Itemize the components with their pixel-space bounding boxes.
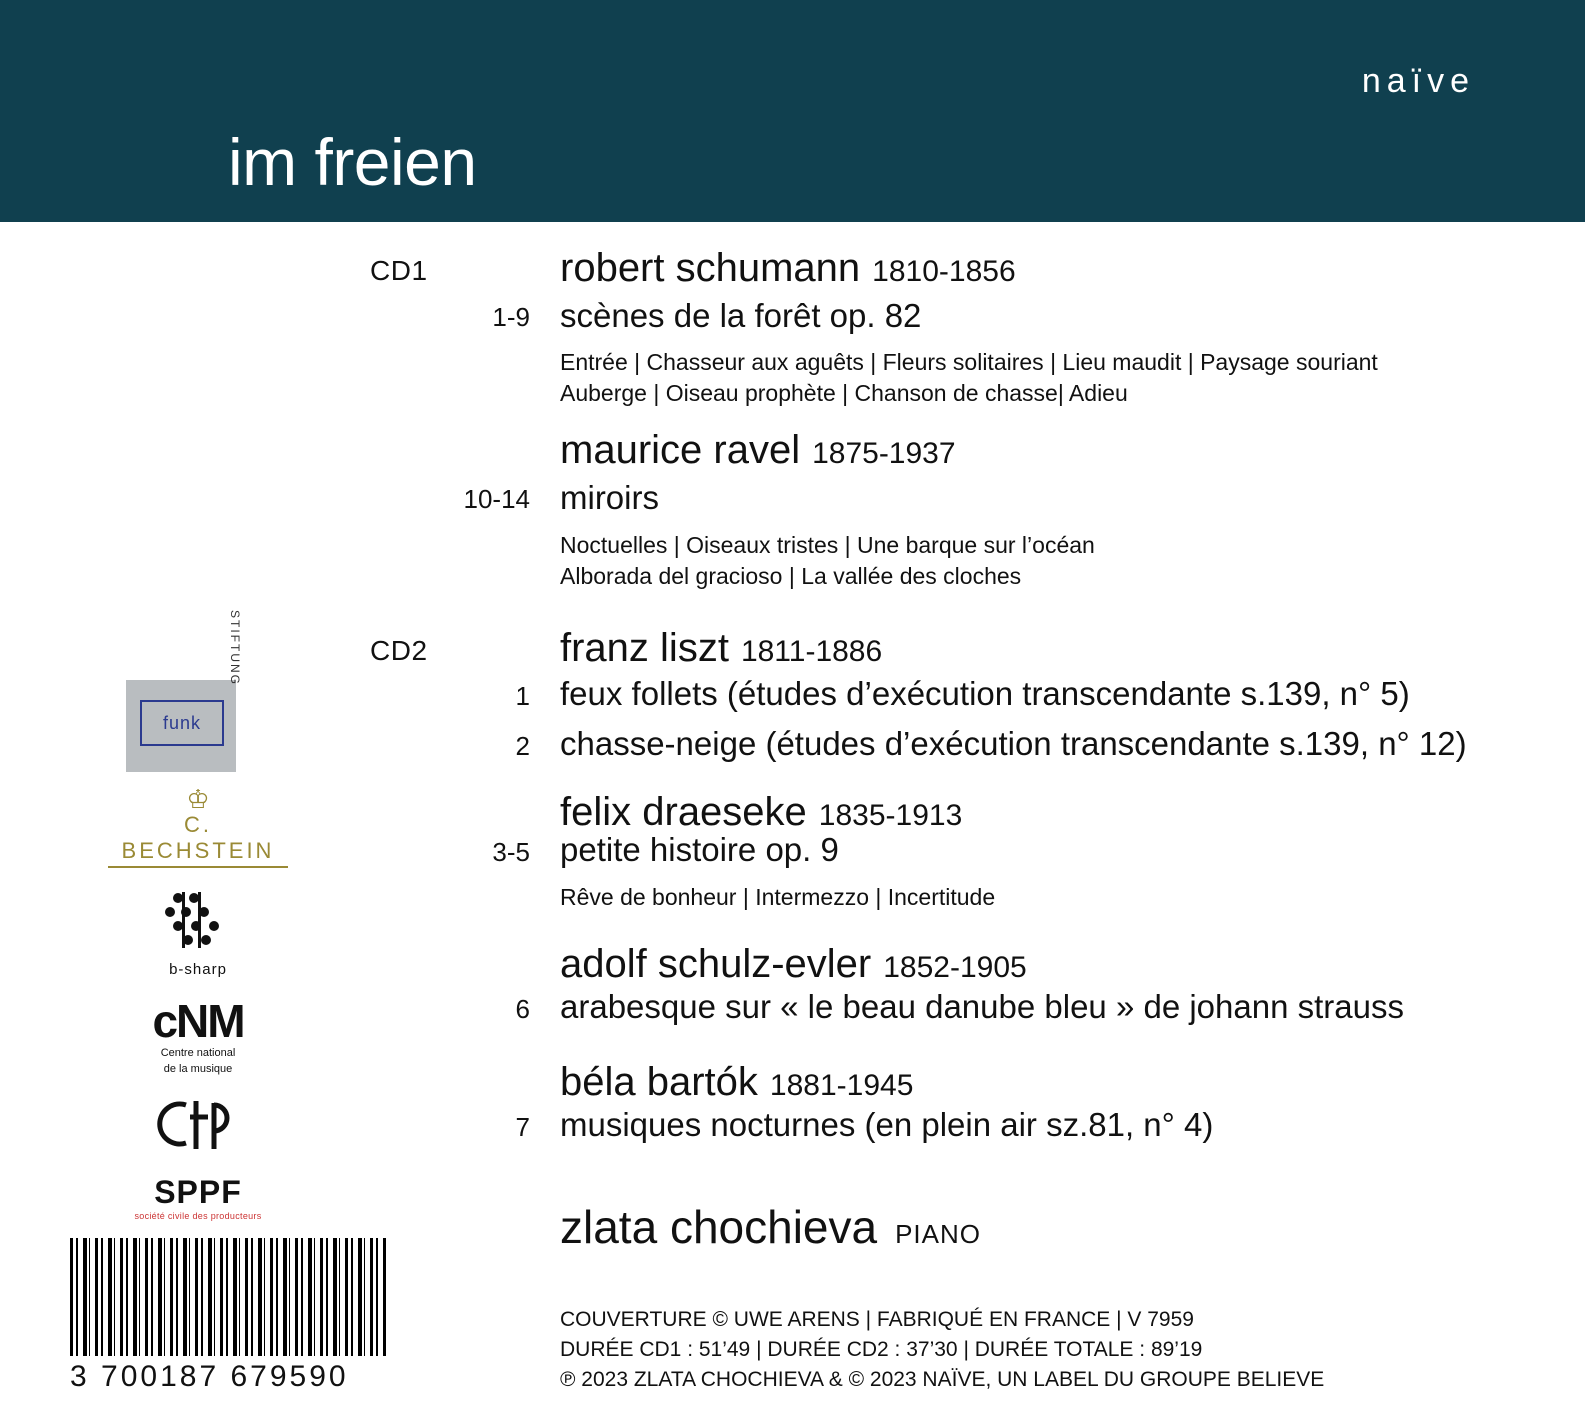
work-title: musiques nocturnes (en plein air sz.81, n° 4) [560,1106,1214,1143]
composer-bartok [560,1060,913,1105]
composer-name: robert schumann [560,246,861,290]
performer-name: zlata chochieva [560,1201,878,1253]
work-title: arabesque sur « le beau danube bleu » de johann strauss [560,988,1404,1025]
composer-dates: 1881-1945 [769,1069,914,1102]
credits-line-durations: DURÉE CD1 : 51’49 | DURÉE CD2 : 37’30 | DURÉE TOTALE : 89’19 [560,1337,1203,1361]
sponsor-logo-column [108,610,288,1222]
crown-icon: ♔ [186,784,210,814]
naive-label-logo: naïve [1361,62,1475,100]
composer-ravel [560,428,956,473]
cnm-logo [108,995,288,1075]
track-numbers: 3-5 [492,837,530,867]
bechstein-logo-text: C. BECHSTEIN [108,812,288,868]
track-numbers: 1-9 [492,302,530,332]
composer-schulz-evler [560,942,1027,987]
movements-line: Noctuelles | Oiseaux tristes | Une barque sur l’océan [560,532,1095,558]
track-numbers: 2 [515,731,530,761]
composer-dates: 1875-1937 [812,437,956,470]
album-title: im freien [228,125,477,199]
barcode-number: 3 700187 679590 [70,1360,349,1393]
bsharp-logo [108,890,288,978]
work-title: miroirs [560,479,659,516]
performer-instrument: PIANO [895,1219,982,1249]
track-numbers: 10-14 [463,484,530,514]
disc-label-cd1: CD1 [370,255,428,286]
composer-dates: 1811-1886 [740,635,883,668]
cnm-sub-line1: Centre national [160,1047,236,1059]
composer-name: maurice ravel [560,428,801,472]
sppf-sub-text: société civile des producteurs [134,1211,262,1222]
cnm-mark-text: cNM [152,995,244,1047]
bsharp-dots-icon [108,890,288,957]
composer-dates: 1852-1905 [883,951,1027,984]
composer-dates: 1810-1856 [872,255,1016,288]
credits-line-copyright: ℗ 2023 ZLATA CHOCHIEVA & © 2023 NAÏVE, UN LABEL DU GROUPE BELIEVE [560,1367,1325,1391]
barcode [70,1238,390,1394]
movements-line: Entrée | Chasseur aux aguêts | Fleurs solitaires | Lieu maudit | Paysage souriant [560,349,1378,375]
funk-box-icon [140,700,224,746]
movements-line: Alborada del gracioso | La vallée des cloches [560,562,1022,589]
work-title: scènes de la forêt op. 82 [560,297,922,334]
disc-label-cd2: CD2 [370,635,428,666]
credits-block [560,1305,1324,1394]
track-numbers: 7 [515,1112,530,1142]
work-title: feux follets (études d’exécution transcendante s.139, n° 5) [560,675,1410,712]
composer-draeseke [560,790,962,835]
composer-name: franz liszt [560,626,729,670]
work-title: chasse-neige (études d’exécution transcendante s.139, n° 12) [560,725,1467,762]
composer-schumann [560,246,1016,291]
movements [560,347,1378,408]
funk-stiftung-text: STIFTUNG [228,610,242,686]
funk-logo-text: funk [162,713,202,733]
bsharp-logo-text: b-sharp [169,961,227,978]
cfp-mark-icon [156,1093,240,1155]
sppf-logo-text: SPPF [154,1174,242,1211]
barcode-bars [70,1238,386,1356]
track-numbers: 6 [515,994,530,1024]
credits-line-cover: COUVERTURE © UWE ARENS | FABRIQUÉ EN FRANCE | V 7959 [560,1308,1194,1331]
track-numbers: 1 [515,681,530,711]
movements-line: Auberge | Oiseau prophète | Chanson de chasse| Adieu [560,379,1128,406]
sppf-logo [108,1174,288,1221]
composer-liszt [560,626,882,671]
cfp-logo [108,1093,288,1160]
movements [560,882,995,913]
composer-name: béla bartók [560,1060,758,1104]
composer-name: felix draeseke [560,790,807,834]
cnm-sub-line2: de la musique [163,1062,233,1075]
composer-dates: 1835-1913 [818,799,963,832]
composer-name: adolf schulz-evler [560,942,872,986]
performer [560,1200,981,1254]
work-title: petite histoire op. 9 [560,831,839,868]
movements [560,530,1095,591]
bechstein-logo [108,786,288,868]
movements-line: Rêve de bonheur | Intermezzo | Incertitude [560,884,996,910]
funk-stiftung-logo [126,610,242,772]
